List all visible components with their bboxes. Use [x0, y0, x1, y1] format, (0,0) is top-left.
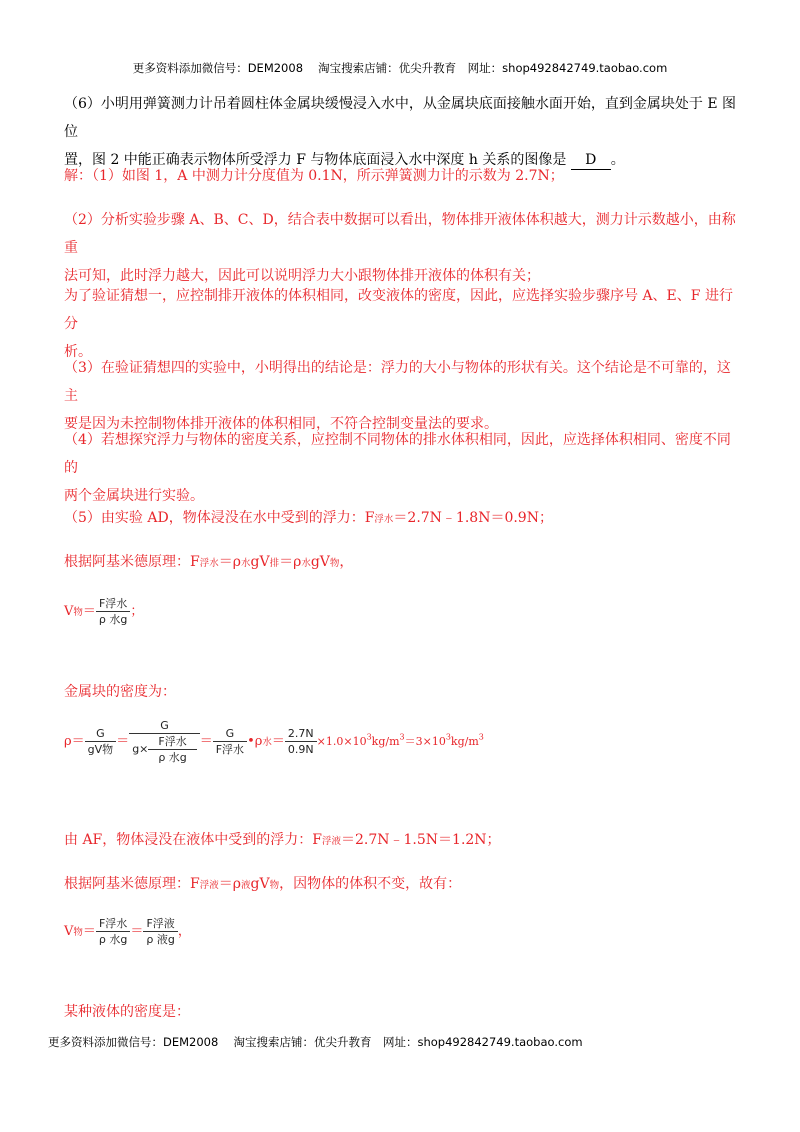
solution-part-2-cont-line-2: 析。: [64, 344, 92, 360]
text: •ρ: [247, 734, 263, 749]
inner-fraction: [148, 734, 196, 765]
solution-part-2-cont-line-1: 为了验证猜想一，应控制排开液体的体积相同，改变液体的密度，因此，应选择实验步骤序号 A、E、F 进行分: [64, 288, 733, 332]
fraction: [96, 916, 130, 947]
equals: ＝: [130, 924, 144, 939]
subscript: 物: [329, 558, 340, 569]
text: ＝ρ: [218, 876, 241, 892]
fraction-numerator: G: [85, 726, 117, 742]
fraction-numerator: G: [129, 718, 200, 734]
text: gV: [310, 554, 330, 570]
fraction-denominator: ρ 水g: [98, 933, 128, 946]
equals: ＝: [82, 924, 96, 939]
text: ，: [339, 554, 354, 570]
text: ＝ρ: [279, 554, 302, 570]
question-6-end: 。: [610, 152, 625, 168]
superscript: 3: [366, 732, 372, 742]
subscript: 水: [240, 558, 251, 569]
solution-part-5: [64, 504, 740, 534]
text: kg/m: [450, 735, 479, 748]
nested-fraction: [129, 718, 200, 765]
text: ＝3×10: [404, 735, 446, 748]
subscript: 物: [73, 607, 83, 618]
solution-part-4-line-2: 两个金属块进行实验。: [64, 488, 204, 504]
subscript: 浮水: [374, 514, 394, 525]
solution-part-1: 解：（1）如图 1，A 中测力计分度值为 0.1N，所示弹簧测力计的示数为 2.7N；: [64, 168, 564, 184]
subscript: 物: [73, 927, 83, 938]
subscript: 浮液: [322, 836, 342, 847]
text: gV: [250, 876, 270, 892]
fraction-numerator: G: [213, 726, 247, 742]
answer-blank: D: [571, 151, 611, 170]
text: gV: [250, 554, 270, 570]
text: 根据阿基米德原理：F: [64, 876, 200, 892]
text: ×1.0×10: [316, 735, 367, 748]
subscript: 液: [240, 880, 251, 891]
subscript: 物: [269, 880, 280, 891]
fraction-denominator: [129, 734, 200, 765]
solution-part-2-line-2: 法可知，此时浮力越大，因此可以说明浮力大小跟物体排开液体的体积有关；: [64, 268, 540, 284]
fraction-denominator: ρ 液g: [146, 933, 175, 946]
text: ，: [177, 924, 191, 939]
page-header: 更多资料添加微信号：DEM2008 淘宝搜索店铺：优尖升教育 网址：shop492842749.taobao.com: [132, 61, 668, 75]
volume-equation-2: [64, 916, 191, 947]
text: ，因物体的体积不变，故有：: [279, 876, 462, 892]
fraction-numerator: F浮液: [143, 916, 177, 932]
fraction: [213, 726, 247, 757]
text: V: [64, 604, 74, 619]
text: g×: [132, 742, 149, 756]
fraction-denominator: 0.9N: [287, 743, 314, 756]
superscript: 3: [399, 732, 405, 742]
text: ＝ρ: [218, 554, 241, 570]
solution-part-2-line-1: （2）分析实验步骤 A、B、C、D，结合表中数据可以看出，物体排开液体体积越大，测力计示数越小，由称重: [64, 212, 736, 256]
subscript: 排: [269, 558, 280, 569]
text: V: [64, 924, 74, 939]
text: 根据阿基米德原理：F: [64, 554, 200, 570]
solution-part-3-line-1: （3）在验证猜想四的实验中，小明得出的结论是：浮力的大小与物体的形状有关。这个结论是不可靠的，这主: [64, 360, 731, 404]
equals: ＝: [82, 604, 96, 619]
fraction-denominator: ρ 水g: [158, 751, 187, 764]
archimedes-principle-line: [64, 548, 740, 578]
text: kg/m: [371, 735, 400, 748]
solution-part-4: [64, 426, 740, 510]
fraction: [96, 596, 130, 627]
fraction-denominator: ρ 水g: [98, 613, 128, 626]
text: ρ＝: [64, 734, 85, 749]
liquid-density-label: 某种液体的密度是：: [64, 1004, 190, 1020]
subscript: 浮液: [199, 880, 219, 891]
volume-equation-1: [64, 596, 143, 627]
fraction-numerator: 2.7N: [285, 726, 317, 742]
fraction-denominator: F浮水: [215, 743, 245, 756]
superscript: 3: [445, 732, 451, 742]
subscript: 水: [301, 558, 311, 569]
fraction: [143, 916, 177, 947]
equals: ＝: [116, 734, 130, 749]
text: 由 AF，物体浸没在液体中受到的浮力：F: [64, 832, 322, 848]
fraction-numerator: F浮水: [96, 596, 130, 612]
question-6-line-1: （6）小明用弹簧测力计吊着圆柱体金属块缓慢浸入水中，从金属块底面接触水面开始，直到金属块处于 E 图位: [64, 96, 737, 140]
fraction: [285, 726, 317, 757]
subscript: 水: [262, 737, 272, 748]
metal-density-label: 金属块的密度为：: [64, 684, 176, 700]
fraction-denominator: gV物: [87, 743, 114, 756]
solution-part-5-result: ＝2.7N﹣1.8N＝0.9N；: [393, 510, 553, 526]
archimedes-liquid-line: [64, 870, 740, 900]
superscript: 3: [478, 732, 484, 742]
text: ＝2.7N﹣1.5N＝1.2N；: [341, 832, 501, 848]
fraction-numerator: F浮水: [148, 734, 196, 750]
text: ；: [130, 604, 144, 619]
fraction: [85, 726, 117, 757]
equals: ＝: [271, 734, 285, 749]
equals: ＝: [199, 734, 213, 749]
solution-part-2: [64, 206, 740, 290]
question-6-text: 置，图 2 中能正确表示物体所受浮力 F 与物体底面浸入水中深度 h 关系的图像是: [64, 152, 567, 168]
page-footer: 更多资料添加微信号：DEM2008 淘宝搜索店铺：优尖升教育 网址：shop492842749.taobao.com: [48, 1035, 583, 1049]
solution-part-5-text: （5）由实验 AD，物体浸没在水中受到的浮力：F: [64, 510, 375, 526]
solution-part-3-line-2: 要是因为未控制物体排开液体的体积相同，不符合控制变量法的要求。: [64, 416, 498, 432]
fraction-numerator: F浮水: [96, 916, 130, 932]
density-equation: [64, 718, 484, 765]
solution-part-4-line-1: （4）若想探究浮力与物体的密度关系，应控制不同物体的排水体积相同，因此，应选择体积相同、密度不同的: [64, 432, 731, 476]
subscript: 浮水: [199, 558, 219, 569]
liquid-buoyancy-line: [64, 826, 740, 856]
